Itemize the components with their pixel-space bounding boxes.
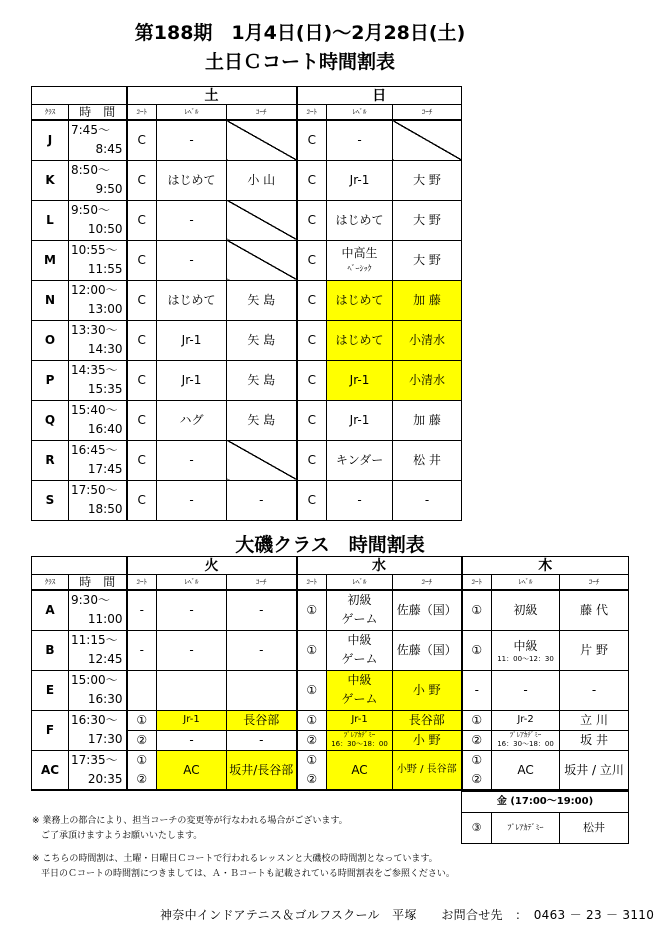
- class-label: M: [32, 240, 69, 280]
- court-cell: C: [127, 320, 157, 360]
- court-cell: C: [297, 280, 327, 320]
- coach-cell: 矢 島: [227, 400, 297, 440]
- time-cell: 10:55～ 11:55: [69, 240, 127, 280]
- coach-cell: 小 野: [393, 670, 462, 710]
- coach-cell: 矢 島: [227, 360, 297, 400]
- col-level: ﾚﾍﾞﾙ: [157, 105, 227, 121]
- court-cell: C: [127, 240, 157, 280]
- class-label: L: [32, 200, 69, 240]
- court-cell: C: [127, 400, 157, 440]
- court-cell: C: [297, 160, 327, 200]
- coach-cell: 矢 島: [227, 280, 297, 320]
- level-cell: Jr-1: [327, 360, 393, 400]
- col-court: ｺｰﾄ: [127, 575, 157, 591]
- level-cell: はじめて: [327, 320, 393, 360]
- time-cell: 8:50～ 9:50: [69, 160, 127, 200]
- level-cell: Jr-1: [157, 320, 227, 360]
- table-row: [32, 280, 462, 320]
- no-coach-cell: [393, 120, 462, 160]
- time-cell: 15:40～ 16:40: [69, 400, 127, 440]
- col-coach: ｺｰﾁ: [227, 575, 297, 591]
- no-coach-cell: [227, 200, 297, 240]
- coach-cell: 佐藤（国）: [393, 630, 462, 670]
- court-cell: C: [297, 120, 327, 160]
- col-court: ｺｰﾄ: [462, 575, 492, 591]
- time-cell: 7:45～ 8:45: [69, 120, 127, 160]
- class-label: P: [32, 360, 69, 400]
- level-cell: -: [157, 480, 227, 520]
- friday-timetable: 金 (17:00～19:00) ③ ﾌﾟﾚｱｶﾃﾞﾐｰ 松井: [461, 791, 629, 844]
- time-cell: 9:30～ 11:00: [69, 590, 127, 630]
- court-cell: C: [127, 200, 157, 240]
- coach-cell: 松 井: [393, 440, 462, 480]
- notes: ※ 業務上の都合により、担当コーチの変更等が行なわれる場合がございます。 ご了承頂けますようお願いいたします。 ※ こちらの時間割は、土曜・日曜日Ｃコートで行われるレッスンと大磯校の時間割となっています。 平日のＣコートの時間割につきましては、Ａ・Ｂコートも記載されている時間割表をご参照ください。: [32, 816, 455, 879]
- col-time: 時 間: [69, 105, 127, 121]
- col-class: ｸﾗｽ: [32, 105, 69, 121]
- class-label: Q: [32, 400, 69, 440]
- class-label: J: [32, 120, 69, 160]
- oiso-timetable: 火 水 木 ｸﾗｽ 時 間 ｺｰﾄ ﾚﾍﾞﾙ ｺｰﾁ ｺｰﾄ ﾚﾍﾞﾙ ｺｰﾁ ｺｰﾄ ﾚﾍﾞﾙ ｺｰﾁ A 9:30～ 11:00 - - - ① 初級 ゲーム 佐藤（国） ① 初級 藤 代 B 11:15～ 12:45 - - - ① 中級 ゲーム 佐藤（国） ① 中級 11：00～12：30 片 野 E 15:00～ 16:30 ① 中級 ゲーム 小 野 - - - F 16:30～ 17:30 ① Jr-1 長谷部 ① Jr-1 長谷部 ① Jr-2 立 川 ② - - ② ﾌﾟﾚｱｶﾃﾞﾐｰ 16：30～18：00 小 野 ② ﾌﾟﾚｱｶﾃﾞﾐｰ 16：30～18：00 坂 井 AC 17:35～ 20:35 ① ② AC 坂井/長谷部 ① ② AC 小野 / 長谷部 ① ② AC 坂井 / 立川: [31, 556, 629, 791]
- col-coach: ｺｰﾁ: [227, 105, 297, 121]
- col-court: ｺｰﾄ: [127, 105, 157, 121]
- class-label: K: [32, 160, 69, 200]
- court-cell: C: [297, 360, 327, 400]
- section-title-oiso: 大磯クラス 時間割表: [235, 534, 425, 556]
- court-cell: C: [127, 360, 157, 400]
- level-cell: はじめて: [327, 280, 393, 320]
- page-title: 第188期 1月4日(日)～2月28日(土): [134, 22, 466, 44]
- table-row: [32, 400, 462, 440]
- court-cell: C: [297, 320, 327, 360]
- level-cell: はじめて: [157, 160, 227, 200]
- coach-cell: 小 山: [227, 160, 297, 200]
- class-label: B: [32, 630, 69, 670]
- level-cell: はじめて: [327, 200, 393, 240]
- time-cell: 12:00～ 13:00: [69, 280, 127, 320]
- level-cell: -: [327, 480, 393, 520]
- level-cell: Jr-1: [327, 400, 393, 440]
- level-cell: 中級 ゲーム: [327, 670, 393, 710]
- coach-cell: 加 藤: [393, 400, 462, 440]
- table-row: [32, 360, 462, 400]
- level-cell: ハグ: [157, 400, 227, 440]
- level-cell: 中級 ゲーム: [327, 630, 393, 670]
- col-coach: ｺｰﾁ: [393, 105, 462, 121]
- table-row: [32, 480, 462, 520]
- time-cell: 9:50～ 10:50: [69, 200, 127, 240]
- time-cell: 11:15～ 12:45: [69, 630, 127, 670]
- page-subtitle: 土日Ｃコート時間割表: [204, 51, 395, 73]
- col-time: 時 間: [69, 575, 127, 591]
- table-row: [32, 200, 462, 240]
- class-label: AC: [32, 750, 69, 790]
- level-cell: キンダー: [327, 440, 393, 480]
- footer-contact: 神奈中インドアテニス＆ゴルフスクール 平塚 お問合せ先 ： 0463 － 23 － 3110: [160, 908, 655, 922]
- class-label: S: [32, 480, 69, 520]
- col-level: ﾚﾍﾞﾙ: [157, 575, 227, 591]
- day-header-tue: 火: [127, 557, 297, 575]
- level-cell: -: [157, 240, 227, 280]
- weekend-timetable: [31, 86, 462, 521]
- level-cell: -: [327, 120, 393, 160]
- col-court: ｺｰﾄ: [297, 105, 327, 121]
- day-header-wed: 水: [297, 557, 462, 575]
- coach-cell: 大 野: [393, 160, 462, 200]
- coach-cell: 小清水: [393, 320, 462, 360]
- time-cell: 17:50～ 18:50: [69, 480, 127, 520]
- court-cell: C: [127, 280, 157, 320]
- level-cell: はじめて: [157, 280, 227, 320]
- coach-cell: 加 藤: [393, 280, 462, 320]
- coach-cell: 小清水: [393, 360, 462, 400]
- level-cell: -: [157, 120, 227, 160]
- table-row: [32, 440, 462, 480]
- time-cell: 16:30～ 17:30: [69, 710, 127, 750]
- class-label: E: [32, 670, 69, 710]
- class-label: N: [32, 280, 69, 320]
- no-coach-cell: [227, 440, 297, 480]
- class-label: A: [32, 590, 69, 630]
- court-cell: C: [297, 400, 327, 440]
- day-header-sat: 土: [127, 87, 297, 105]
- time-cell: 13:30～ 14:30: [69, 320, 127, 360]
- no-coach-cell: [227, 240, 297, 280]
- level-cell: Jr-1: [157, 360, 227, 400]
- coach-cell: 大 野: [393, 200, 462, 240]
- class-label: O: [32, 320, 69, 360]
- level-cell: 中高生 ﾍﾞｰｼｯｸ: [327, 240, 393, 280]
- time-cell: 16:45～ 17:45: [69, 440, 127, 480]
- level-cell: Jr-1: [327, 160, 393, 200]
- col-coach: ｺｰﾁ: [560, 575, 629, 591]
- level-cell: -: [157, 440, 227, 480]
- level-cell: 中級 11：00～12：30: [492, 630, 560, 670]
- court-cell: C: [127, 480, 157, 520]
- court-cell: C: [297, 200, 327, 240]
- court-cell: C: [127, 440, 157, 480]
- court-cell: C: [127, 160, 157, 200]
- table-row: [32, 120, 462, 160]
- day-header-sun: 日: [297, 87, 462, 105]
- coach-cell: 大 野: [393, 240, 462, 280]
- class-label: F: [32, 710, 69, 750]
- coach-cell: -: [227, 480, 297, 520]
- court-cell: C: [297, 440, 327, 480]
- col-coach: ｺｰﾁ: [393, 575, 462, 591]
- time-cell: 14:35～ 15:35: [69, 360, 127, 400]
- table-row: [32, 320, 462, 360]
- coach-cell: 矢 島: [227, 320, 297, 360]
- time-cell: 17:35～ 20:35: [69, 750, 127, 790]
- table-row: [32, 160, 462, 200]
- court-cell: C: [127, 120, 157, 160]
- court-cell: C: [297, 240, 327, 280]
- col-class: ｸﾗｽ: [32, 575, 69, 591]
- coach-cell: -: [393, 480, 462, 520]
- day-header-thu: 木: [462, 557, 629, 575]
- day-header-fri: 金 (17:00～19:00): [462, 792, 629, 813]
- col-level: ﾚﾍﾞﾙ: [327, 575, 393, 591]
- col-level: ﾚﾍﾞﾙ: [327, 105, 393, 121]
- class-label: R: [32, 440, 69, 480]
- table-row: [32, 240, 462, 280]
- time-cell: 15:00～ 16:30: [69, 670, 127, 710]
- col-level: ﾚﾍﾞﾙ: [492, 575, 560, 591]
- col-court: ｺｰﾄ: [297, 575, 327, 591]
- court-cell: C: [297, 480, 327, 520]
- level-cell: -: [157, 200, 227, 240]
- coach-cell: 佐藤（国）: [393, 590, 462, 630]
- level-cell: 初級 ゲーム: [327, 590, 393, 630]
- no-coach-cell: [227, 120, 297, 160]
